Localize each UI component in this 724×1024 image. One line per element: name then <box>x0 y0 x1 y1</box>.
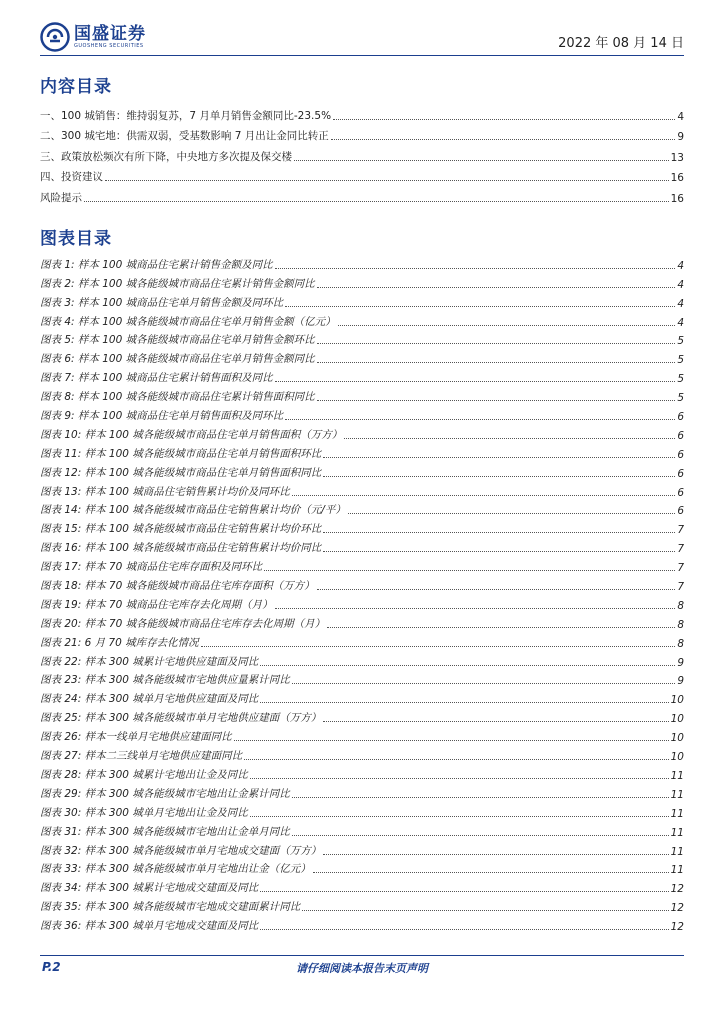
figures-list <box>40 253 684 933</box>
figure-entry-page: 10 <box>670 694 684 707</box>
figure-entry[interactable] <box>40 706 684 725</box>
report-date: 2022 年 08 月 14 日 <box>558 36 684 51</box>
contents-entry-page: 9 <box>677 131 684 143</box>
figure-entry-page: 7 <box>677 581 684 594</box>
dot-leader <box>323 457 675 458</box>
figure-entry-label: 图表 20: 样本 70 城各能级城市商品住宅库存去化周期（月） <box>40 617 326 630</box>
figure-entry-label: 图表 4: 样本 100 城各能级城市商品住宅单月销售金额（亿元） <box>40 315 336 328</box>
company-logo <box>40 22 146 52</box>
dot-leader <box>275 608 676 609</box>
guosheng-logo-icon <box>40 22 70 52</box>
dot-leader <box>292 835 669 836</box>
figure-entry-page: 6 <box>677 486 684 499</box>
figure-entry[interactable] <box>40 782 684 801</box>
figure-entry-page: 6 <box>677 411 684 424</box>
figure-entry[interactable] <box>40 593 684 612</box>
dot-leader <box>292 683 676 684</box>
figure-entry-page: 4 <box>677 278 684 291</box>
dot-leader <box>317 400 676 401</box>
contents-entry-label: 一、100 城销售：维持弱复苏，7 月单月销售金额同比-23.5% <box>40 109 332 122</box>
figure-entry[interactable] <box>40 650 684 669</box>
figure-entry-label: 图表 35: 样本 300 城各能级城市宅地成交建面累计同比 <box>40 901 301 914</box>
figure-entry-label: 图表 2: 样本 100 城各能级城市商品住宅累计销售金额同比 <box>40 277 315 290</box>
dot-leader <box>275 381 676 382</box>
figure-entry[interactable] <box>40 480 684 499</box>
figure-entry-label: 图表 11: 样本 100 城各能级城市商品住宅单月销售面积环比 <box>40 447 322 460</box>
contents-entry-page: 4 <box>677 110 684 123</box>
dot-leader <box>260 665 675 666</box>
dot-leader <box>234 740 669 741</box>
contents-entry-page: 13 <box>670 151 684 164</box>
figure-entry-label: 图表 25: 样本 300 城各能级城市单月宅地供应建面（万方） <box>40 712 322 725</box>
figure-entry-label: 图表 17: 样本 70 城商品住宅库存面积及同环比 <box>40 561 263 574</box>
dot-leader <box>260 891 668 892</box>
figure-entry-page: 9 <box>677 675 684 688</box>
contents-entry-label: 三、政策放松频次有所下降，中央地方多次提及保交楼 <box>40 150 292 163</box>
contents-list <box>40 102 684 205</box>
dot-leader <box>323 721 668 722</box>
figure-entry-page: 6 <box>677 429 684 442</box>
figure-entry[interactable] <box>40 310 684 329</box>
figure-entry[interactable] <box>40 366 684 385</box>
figure-entry-page: 12 <box>670 883 684 896</box>
figure-entry-page: 11 <box>670 845 684 858</box>
figure-entry[interactable] <box>40 763 684 782</box>
dot-leader <box>250 816 669 817</box>
figure-entry-page: 6 <box>677 467 684 480</box>
figure-entry-label: 图表 32: 样本 300 城各能级城市单月宅地成交建面（万方） <box>40 844 322 857</box>
figure-entry[interactable] <box>40 801 684 820</box>
dot-leader <box>331 139 676 140</box>
dot-leader <box>333 119 675 120</box>
figure-entry-label: 图表 14: 样本 100 城各能级城市商品住宅销售累计均价（元/平） <box>40 504 346 517</box>
figure-entry-label: 图表 3: 样本 100 城商品住宅单月销售金额及同环比 <box>40 296 284 309</box>
dot-leader <box>302 910 668 911</box>
figure-entry-page: 10 <box>670 732 684 745</box>
figure-entry[interactable] <box>40 574 684 593</box>
footer-divider <box>40 955 684 956</box>
logo-english-name: GUOSHENG SECURITIES <box>74 42 144 49</box>
figures-title: 图表目录 <box>40 229 112 249</box>
figure-entry-page: 6 <box>677 505 684 518</box>
figure-entry-label: 图表 27: 样本二三线单月宅地供应建面同比 <box>40 750 243 763</box>
figure-entry-page: 7 <box>677 524 684 537</box>
figure-entry[interactable] <box>40 631 684 650</box>
figure-entry-page: 11 <box>670 864 684 877</box>
contents-title: 内容目录 <box>40 77 112 97</box>
figure-entry[interactable] <box>40 725 684 744</box>
contents-entry[interactable] <box>40 164 684 185</box>
figure-entry-label: 图表 21: 6 月 70 城库存去化情况 <box>40 636 199 649</box>
figure-entry[interactable] <box>40 858 684 877</box>
dot-leader <box>338 325 676 326</box>
figure-entry-label: 图表 9: 样本 100 城商品住宅单月销售面积及同环比 <box>40 410 284 423</box>
figure-entry-label: 图表 13: 样本 100 城商品住宅销售累计均价及同环比 <box>40 485 290 498</box>
figure-entry[interactable] <box>40 820 684 839</box>
dot-leader <box>313 872 669 873</box>
contents-entry[interactable] <box>40 102 684 123</box>
figure-entry-page: 11 <box>670 788 684 801</box>
figure-entry-label: 图表 28: 样本 300 城累计宅地出让金及同比 <box>40 768 248 781</box>
figure-entry[interactable] <box>40 612 684 631</box>
figure-entry-label: 图表 15: 样本 100 城各能级城市商品住宅销售累计均价环比 <box>40 523 322 536</box>
figure-entry[interactable] <box>40 272 684 291</box>
figure-entry-label: 图表 29: 样本 300 城各能级城市宅地出让金累计同比 <box>40 787 290 800</box>
dot-leader <box>294 160 669 161</box>
dot-leader <box>348 513 675 514</box>
figure-entry-label: 图表 34: 样本 300 城累计宅地成交建面及同比 <box>40 882 259 895</box>
figure-entry-page: 11 <box>670 769 684 782</box>
dot-leader <box>244 759 669 760</box>
figure-entry-page: 5 <box>677 373 684 386</box>
figure-entry-page: 12 <box>670 902 684 915</box>
dot-leader <box>327 627 675 628</box>
dot-leader <box>317 287 676 288</box>
figure-entry-label: 图表 22: 样本 300 城累计宅地供应建面及同比 <box>40 655 259 668</box>
dot-leader <box>260 702 668 703</box>
figure-entry[interactable] <box>40 914 684 933</box>
figure-entry[interactable] <box>40 895 684 914</box>
contents-entry[interactable] <box>40 143 684 164</box>
figure-entry[interactable] <box>40 442 684 461</box>
figure-entry-page: 7 <box>677 562 684 575</box>
figure-entry-page: 5 <box>677 354 684 367</box>
figure-entry-label: 图表 26: 样本一线单月宅地供应建面同比 <box>40 731 232 744</box>
figure-entry-label: 图表 7: 样本 100 城商品住宅累计销售面积及同比 <box>40 372 273 385</box>
dot-leader <box>292 495 676 496</box>
page-number: P.2 <box>42 960 61 974</box>
figure-entry-page: 4 <box>677 297 684 310</box>
figure-entry-page: 9 <box>677 656 684 669</box>
figure-entry-label: 图表 6: 样本 100 城各能级城市商品住宅单月销售金额同比 <box>40 353 315 366</box>
figure-entry-label: 图表 23: 样本 300 城各能级城市宅地供应量累计同比 <box>40 674 290 687</box>
figure-entry-label: 图表 10: 样本 100 城各能级城市商品住宅单月销售面积（万方） <box>40 428 343 441</box>
figure-entry-page: 5 <box>677 392 684 405</box>
contents-entry-label: 二、300 城宅地：供需双弱，受基数影响 7 月出让金同比转正 <box>40 130 329 142</box>
figure-entry[interactable] <box>40 347 684 366</box>
page-header <box>40 22 684 54</box>
figure-entry[interactable] <box>40 536 684 555</box>
figure-entry[interactable] <box>40 499 684 518</box>
contents-entry-label: 风险提示 <box>40 191 82 204</box>
figure-entry-page: 10 <box>670 713 684 726</box>
figure-entry-label: 图表 1: 样本 100 城商品住宅累计销售金额及同比 <box>40 258 273 271</box>
dot-leader <box>260 929 668 930</box>
figure-entry-label: 图表 5: 样本 100 城各能级城市商品住宅单月销售金额环比 <box>40 334 315 347</box>
dot-leader <box>275 268 676 269</box>
figure-entry[interactable] <box>40 517 684 536</box>
dot-leader <box>323 551 675 552</box>
dot-leader <box>105 180 669 181</box>
contents-entry[interactable] <box>40 123 684 144</box>
figure-entry-page: 6 <box>677 448 684 461</box>
figure-entry-label: 图表 36: 样本 300 城单月宅地成交建面及同比 <box>40 920 259 933</box>
figure-entry[interactable] <box>40 291 684 310</box>
contents-entry-page: 16 <box>670 172 684 184</box>
figure-entry-page: 8 <box>677 618 684 631</box>
figure-entry-page: 4 <box>677 316 684 329</box>
figure-entry[interactable] <box>40 744 684 763</box>
dot-leader <box>323 532 675 533</box>
figure-entry-label: 图表 8: 样本 100 城各能级城市商品住宅累计销售面积同比 <box>40 391 315 404</box>
dot-leader <box>250 778 669 779</box>
figure-entry-label: 图表 30: 样本 300 城单月宅地出让金及同比 <box>40 806 248 819</box>
figure-entry-label: 图表 31: 样本 300 城各能级城市宅地出让金单月同比 <box>40 825 290 838</box>
figure-entry-page: 8 <box>677 599 684 612</box>
figure-entry[interactable] <box>40 687 684 706</box>
figure-entry[interactable] <box>40 404 684 423</box>
figure-entry-page: 12 <box>670 921 684 934</box>
dot-leader <box>317 589 676 590</box>
figure-entry[interactable] <box>40 423 684 442</box>
dot-leader <box>285 306 675 307</box>
header-divider <box>40 55 684 56</box>
figure-entry[interactable] <box>40 555 684 574</box>
dot-leader <box>285 419 675 420</box>
figure-entry[interactable] <box>40 461 684 480</box>
figure-entry-label: 图表 33: 样本 300 城各能级城市单月宅地出让金（亿元） <box>40 863 311 876</box>
figure-entry-page: 5 <box>677 335 684 348</box>
figure-entry[interactable] <box>40 385 684 404</box>
figure-entry-label: 图表 19: 样本 70 城商品住宅库存去化周期（月） <box>40 598 273 611</box>
figure-entry-label: 图表 12: 样本 100 城各能级城市商品住宅单月销售面积同比 <box>40 466 322 479</box>
figure-entry-label: 图表 16: 样本 100 城各能级城市商品住宅销售累计均价同比 <box>40 542 322 555</box>
dot-leader <box>317 362 676 363</box>
figure-entry-page: 7 <box>677 543 684 556</box>
figure-entry-page: 11 <box>670 826 684 839</box>
dot-leader <box>344 438 675 439</box>
figure-entry[interactable] <box>40 329 684 348</box>
contents-entry[interactable] <box>40 184 684 205</box>
dot-leader <box>323 854 668 855</box>
dot-leader <box>264 570 675 571</box>
dot-leader <box>292 797 669 798</box>
figure-entry-page: 4 <box>677 259 684 272</box>
figure-entry[interactable] <box>40 253 684 272</box>
figure-entry-page: 11 <box>670 807 684 820</box>
figure-entry-page: 8 <box>677 637 684 650</box>
dot-leader <box>84 201 669 202</box>
dot-leader <box>317 343 676 344</box>
figure-entry[interactable] <box>40 839 684 858</box>
footer-disclaimer: 请仔细阅读本报告末页声明 <box>296 962 428 975</box>
dot-leader <box>201 646 676 647</box>
figure-entry[interactable] <box>40 876 684 895</box>
figure-entry-label: 图表 18: 样本 70 城各能级城市商品住宅库存面积（万方） <box>40 580 315 593</box>
figure-entry[interactable] <box>40 669 684 688</box>
dot-leader <box>323 476 675 477</box>
logo-chinese-name: 国盛证券 <box>74 23 146 44</box>
figure-entry-page: 10 <box>670 751 684 764</box>
contents-entry-label: 四、投资建议 <box>40 171 103 183</box>
contents-entry-page: 16 <box>670 192 684 205</box>
figure-entry-label: 图表 24: 样本 300 城单月宅地供应建面及同比 <box>40 693 259 706</box>
